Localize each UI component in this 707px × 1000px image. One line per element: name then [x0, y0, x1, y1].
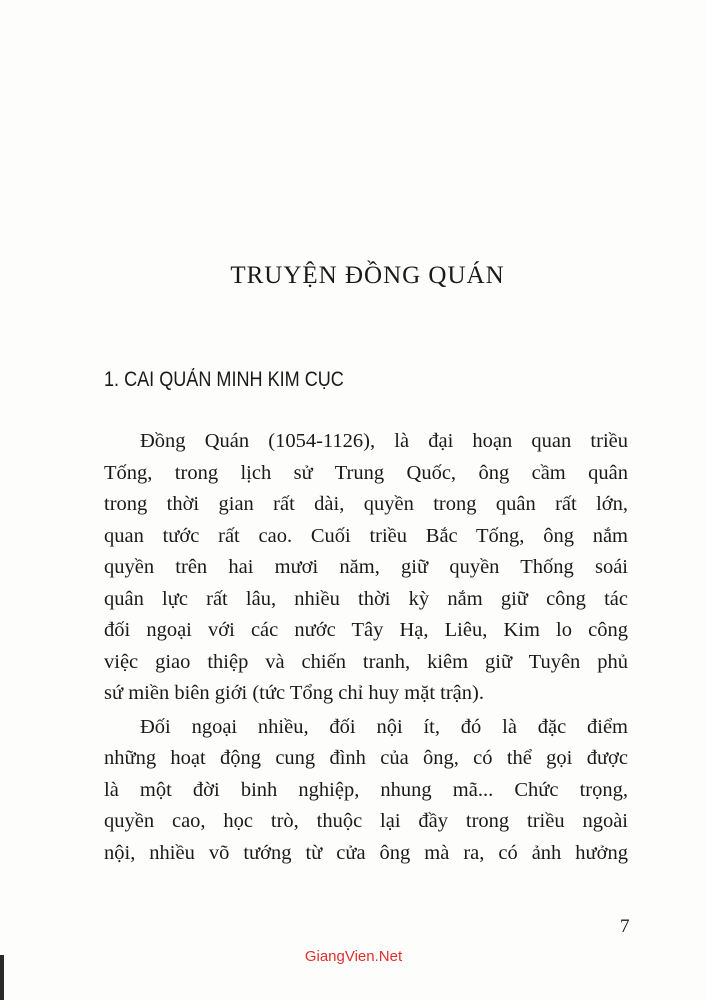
- body-line: những hoạt động cung đình của ông, có thể gọi được: [104, 747, 628, 769]
- watermark: GiangVien.Net: [304, 948, 403, 965]
- body-line: là một đời binh nghiệp, nhung mã... Chức trọng,: [104, 778, 628, 801]
- body-text: [104, 426, 628, 869]
- body-line: trong thời gian rất dài, quyền trong quân rất lớn,: [104, 493, 628, 515]
- body-line: quan tước rất cao. Cuối triều Bắc Tống, ông nắm: [104, 524, 628, 547]
- page-number: 7: [620, 916, 630, 937]
- body-line: Đồng Quán (1054-1126), là đại hoạn quan triều: [140, 430, 628, 452]
- body-line: sứ miền biên giới (tức Tổng chỉ huy mặt trận).: [104, 682, 484, 704]
- body-line: việc giao thiệp và chiến tranh, kiêm giữ Tuyên phủ: [104, 650, 628, 673]
- section-heading: 1. CAI QUẢN MINH KIM CỤC: [104, 368, 344, 391]
- chapter-title: TRUYỆN ĐỒNG QUÁN: [230, 262, 505, 289]
- body-line: quyền trên hai mươi năm, giữ quyền Thống soái: [104, 556, 628, 578]
- body-line: nội, nhiều võ tướng từ cửa ông mà ra, có ảnh hưởng: [104, 841, 628, 864]
- body-line: quân lực rất lâu, nhiều thời kỳ nắm giữ công tác: [104, 587, 628, 610]
- body-line: Tống, trong lịch sử Trung Quốc, ông cầm quân: [104, 461, 628, 484]
- body-line: Đối ngoại nhiều, đối nội ít, đó là đặc điểm: [140, 715, 628, 738]
- body-line: đối ngoại với các nước Tây Hạ, Liêu, Kim lo công: [104, 619, 628, 641]
- body-line: quyền cao, học trò, thuộc lại đầy trong triều ngoài: [104, 810, 628, 832]
- scan-edge-shadow: [0, 955, 4, 1000]
